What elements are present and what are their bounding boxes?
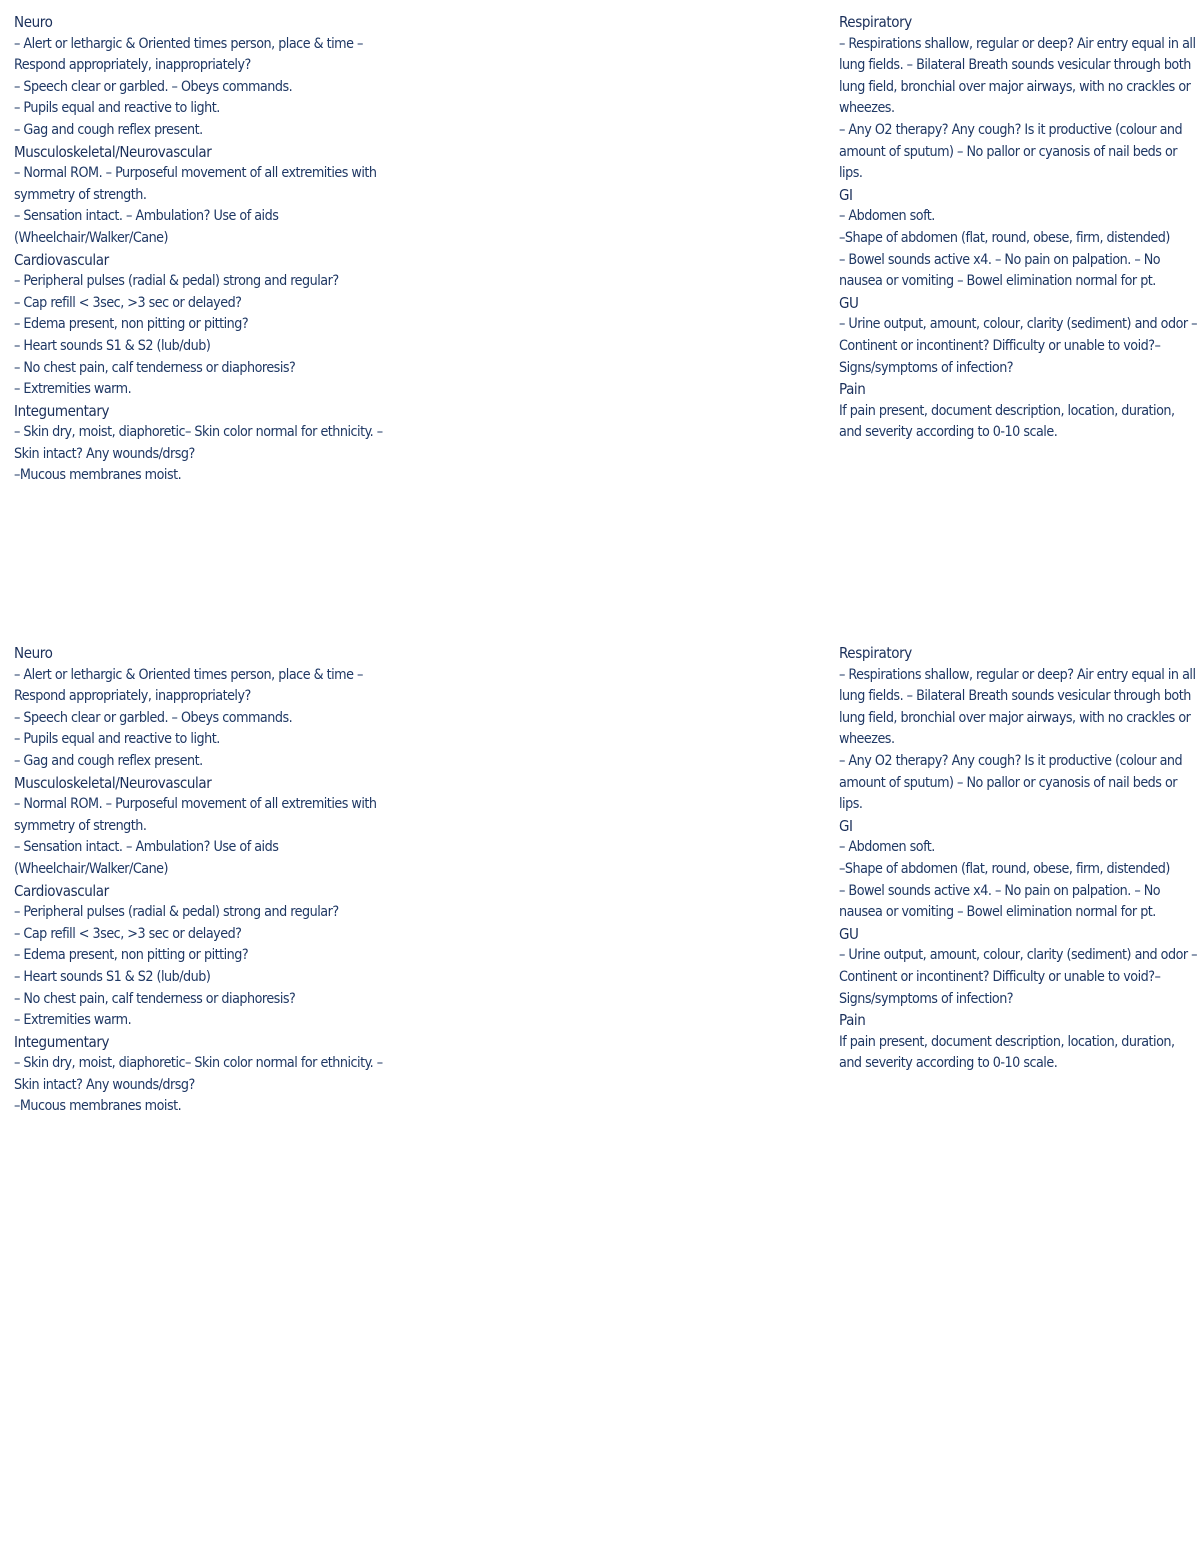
musculoskeletal-line: – Normal ROM. – Purposeful movement of all extremities with symmetry of strength. (14, 796, 377, 834)
respiratory-line: – Respirations shallow, regular or deep? Air entry equal in all lung fields. – Bilateral Breath sounds vesicular through both lung field, bronchial over major airways, with no crackles or wheezes. (839, 35, 1196, 117)
neuro-line: – Alert or lethargic & Oriented times person, place & time – Respond appropriately, inappropriately? (14, 666, 363, 705)
neuro-line: – Gag and cough reflex present. (14, 121, 203, 138)
section-heading-integumentary: Integumentary (14, 1032, 110, 1051)
section-heading-gi: GI (839, 185, 853, 204)
section-heading-neuro: Neuro (14, 13, 53, 31)
gu-line: – Urine output, amount, colour, clarity (sediment) and odor – Continent or incontinent? Difficulty or unable to void?– Signs/symptoms of infection? (839, 947, 1198, 1007)
section-heading-gu: GU (839, 293, 859, 312)
respiratory-line: – Respirations shallow, regular or deep? Air entry equal in all lung fields. – Bilateral Breath sounds vesicular through both lung field, bronchial over major airways, with no crackles or wheezes. (839, 666, 1196, 748)
section-heading-cardiovascular: Cardiovascular (14, 881, 109, 900)
neuro-line: – Gag and cough reflex present. (14, 752, 203, 769)
integumentary-line: – Skin dry, moist, diaphoretic– Skin color normal for ethnicity. – Skin intact? Any wounds/drsg? (14, 424, 383, 462)
section-heading-musculoskeletal: Musculoskeletal/Neurovascular (14, 773, 212, 792)
bottom-right-column (839, 643, 1199, 1075)
cardiovascular-line: – Edema present, non pitting or pitting? (14, 316, 249, 333)
section-heading-pain: Pain (839, 1011, 866, 1030)
section-heading-integumentary: Integumentary (14, 401, 110, 420)
neuro-line: – Speech clear or garbled. – Obeys commands. (14, 78, 293, 95)
gi-line: – Bowel sounds active x4. – No pain on palpation. – No nausea or vomiting – Bowel elimination normal for pt. (839, 251, 1161, 290)
respiratory-line: – Any O2 therapy? Any cough? Is it productive (colour and amount of sputum) – No pallor or cyanosis of nail beds or lips. (839, 752, 1183, 813)
cardiovascular-line: – No chest pain, calf tenderness or diaphoresis? (14, 359, 296, 376)
section-heading-respiratory: Respiratory (839, 644, 912, 662)
pain-line: If pain present, document description, location, duration, and severity according to 0-10 scale. (839, 402, 1175, 441)
musculoskeletal-line: – Normal ROM. – Purposeful movement of all extremities with symmetry of strength. (14, 165, 377, 203)
cardiovascular-line: – Edema present, non pitting or pitting? (14, 947, 249, 964)
gi-line: – Bowel sounds active x4. – No pain on palpation. – No nausea or vomiting – Bowel elimination normal for pt. (839, 882, 1161, 921)
gi-line: –Shape of abdomen (flat, round, obese, firm, distended) (839, 860, 1170, 877)
top-right-column (839, 12, 1199, 444)
cardiovascular-line: – Extremities warm. (14, 1012, 132, 1029)
neuro-line: – Pupils equal and reactive to light. (14, 100, 220, 117)
cardiovascular-line: – Peripheral pulses (radial & pedal) strong and regular? (14, 273, 339, 290)
cardiovascular-line: – No chest pain, calf tenderness or diaphoresis? (14, 990, 296, 1007)
section-heading-neuro: Neuro (14, 644, 53, 662)
cardiovascular-line: – Heart sounds S1 & S2 (lub/dub) (14, 968, 211, 985)
gu-line: – Urine output, amount, colour, clarity (sediment) and odor – Continent or incontinent? Difficulty or unable to void?– Signs/symptoms of infection? (839, 316, 1198, 376)
bottom-left-column (14, 643, 384, 1118)
pain-line: If pain present, document description, location, duration, and severity according to 0-10 scale. (839, 1033, 1175, 1072)
cardiovascular-line: – Peripheral pulses (radial & pedal) strong and regular? (14, 904, 339, 921)
neuro-line: – Alert or lethargic & Oriented times person, place & time – Respond appropriately, inappropriately? (14, 35, 363, 74)
gi-line: –Shape of abdomen (flat, round, obese, firm, distended) (839, 229, 1170, 246)
cardiovascular-line: – Cap refill < 3sec, >3 sec or delayed? (14, 925, 242, 942)
cardiovascular-line: – Heart sounds S1 & S2 (lub/dub) (14, 337, 211, 354)
integumentary-line: –Mucous membranes moist. (14, 467, 182, 484)
neuro-line: – Pupils equal and reactive to light. (14, 731, 220, 748)
neuro-line: – Speech clear or garbled. – Obeys commands. (14, 709, 293, 726)
top-left-column (14, 12, 384, 487)
section-heading-respiratory: Respiratory (839, 13, 912, 31)
section-heading-pain: Pain (839, 380, 866, 399)
cardiovascular-line: – Extremities warm. (14, 381, 132, 398)
gi-line: – Abdomen soft. (839, 839, 935, 856)
section-heading-cardiovascular: Cardiovascular (14, 250, 109, 269)
musculoskeletal-line: – Sensation intact. – Ambulation? Use of aids (Wheelchair/Walker/Cane) (14, 208, 279, 246)
integumentary-line: – Skin dry, moist, diaphoretic– Skin color normal for ethnicity. – Skin intact? Any wounds/drsg? (14, 1055, 383, 1093)
musculoskeletal-line: – Sensation intact. – Ambulation? Use of aids (Wheelchair/Walker/Cane) (14, 839, 279, 877)
section-heading-musculoskeletal: Musculoskeletal/Neurovascular (14, 142, 212, 161)
integumentary-line: –Mucous membranes moist. (14, 1098, 182, 1115)
section-heading-gi: GI (839, 816, 853, 835)
gi-line: – Abdomen soft. (839, 208, 935, 225)
cardiovascular-line: – Cap refill < 3sec, >3 sec or delayed? (14, 294, 242, 311)
section-heading-gu: GU (839, 924, 859, 943)
respiratory-line: – Any O2 therapy? Any cough? Is it productive (colour and amount of sputum) – No pallor or cyanosis of nail beds or lips. (839, 121, 1183, 182)
